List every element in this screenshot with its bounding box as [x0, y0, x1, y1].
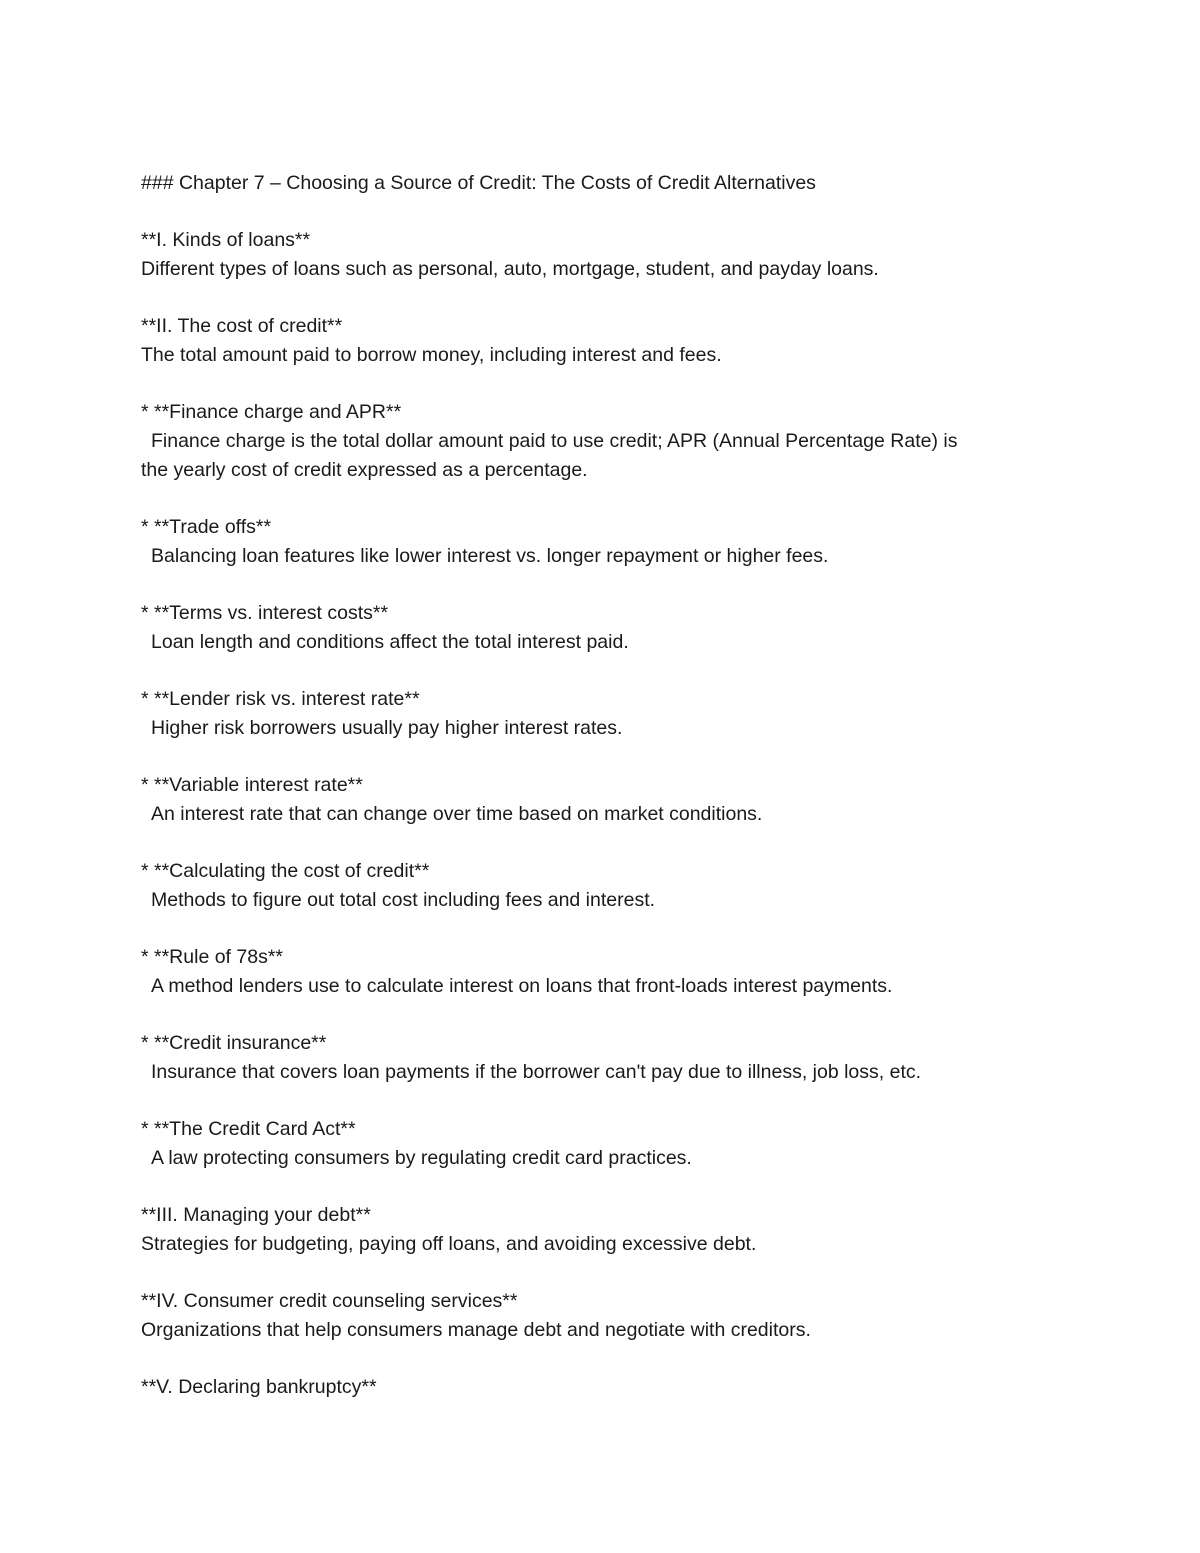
bullet-title-lender-risk: * **Lender risk vs. interest rate**	[141, 687, 420, 710]
section-text-kinds-of-loans: Different types of loans such as personal, auto, mortgage, student, and payday loans.	[141, 257, 879, 280]
section-title-credit-counseling: **IV. Consumer credit counseling services**	[141, 1289, 518, 1312]
bullet-text-credit-card-act: A law protecting consumers by regulating credit card practices.	[151, 1146, 692, 1169]
section-title-kinds-of-loans: **I. Kinds of loans**	[141, 229, 311, 252]
bullet-text-lender-risk: Higher risk borrowers usually pay higher interest rates.	[151, 716, 623, 739]
bullet-text-terms-vs-interest: Loan length and conditions affect the total interest paid.	[151, 630, 629, 653]
bullet-text-variable-rate: An interest rate that can change over time based on market conditions.	[151, 802, 763, 825]
document-body	[141, 169, 1071, 1402]
bullet-title-calculating-cost: * **Calculating the cost of credit**	[141, 859, 430, 882]
section-title-managing-debt: **III. Managing your debt**	[141, 1203, 371, 1226]
section-text-credit-counseling: Organizations that help consumers manage debt and negotiate with creditors.	[141, 1318, 811, 1341]
bullet-title-rule-of-78s: * **Rule of 78s**	[141, 945, 284, 968]
bullet-text-credit-insurance: Insurance that covers loan payments if the borrower can't pay due to illness, job loss, etc.	[151, 1060, 922, 1083]
bullet-title-trade-offs: * **Trade offs**	[141, 515, 272, 538]
bullet-text-finance-charge-continued: the yearly cost of credit expressed as a percentage.	[141, 458, 588, 481]
bullet-title-terms-vs-interest: * **Terms vs. interest costs**	[141, 601, 389, 624]
bullet-title-credit-insurance: * **Credit insurance**	[141, 1031, 327, 1054]
section-text-cost-of-credit: The total amount paid to borrow money, including interest and fees.	[141, 343, 722, 366]
bullet-text-trade-offs: Balancing loan features like lower interest vs. longer repayment or higher fees.	[151, 544, 829, 567]
section-title-bankruptcy: **V. Declaring bankruptcy**	[141, 1375, 377, 1398]
bullet-title-finance-charge: * **Finance charge and APR**	[141, 401, 402, 424]
bullet-title-credit-card-act: * **The Credit Card Act**	[141, 1117, 356, 1140]
bullet-text-finance-charge: Finance charge is the total dollar amount paid to use credit; APR (Annual Percentage Rate) is	[151, 429, 958, 452]
bullet-title-variable-rate: * **Variable interest rate**	[141, 773, 363, 796]
bullet-text-calculating-cost: Methods to figure out total cost including fees and interest.	[151, 888, 656, 911]
bullet-text-rule-of-78s: A method lenders use to calculate interest on loans that front-loads interest payments.	[151, 974, 893, 997]
section-text-managing-debt: Strategies for budgeting, paying off loans, and avoiding excessive debt.	[141, 1232, 757, 1255]
chapter-heading: ### Chapter 7 – Choosing a Source of Credit: The Costs of Credit Alternatives	[141, 172, 816, 194]
section-title-cost-of-credit: **II. The cost of credit**	[141, 315, 343, 338]
